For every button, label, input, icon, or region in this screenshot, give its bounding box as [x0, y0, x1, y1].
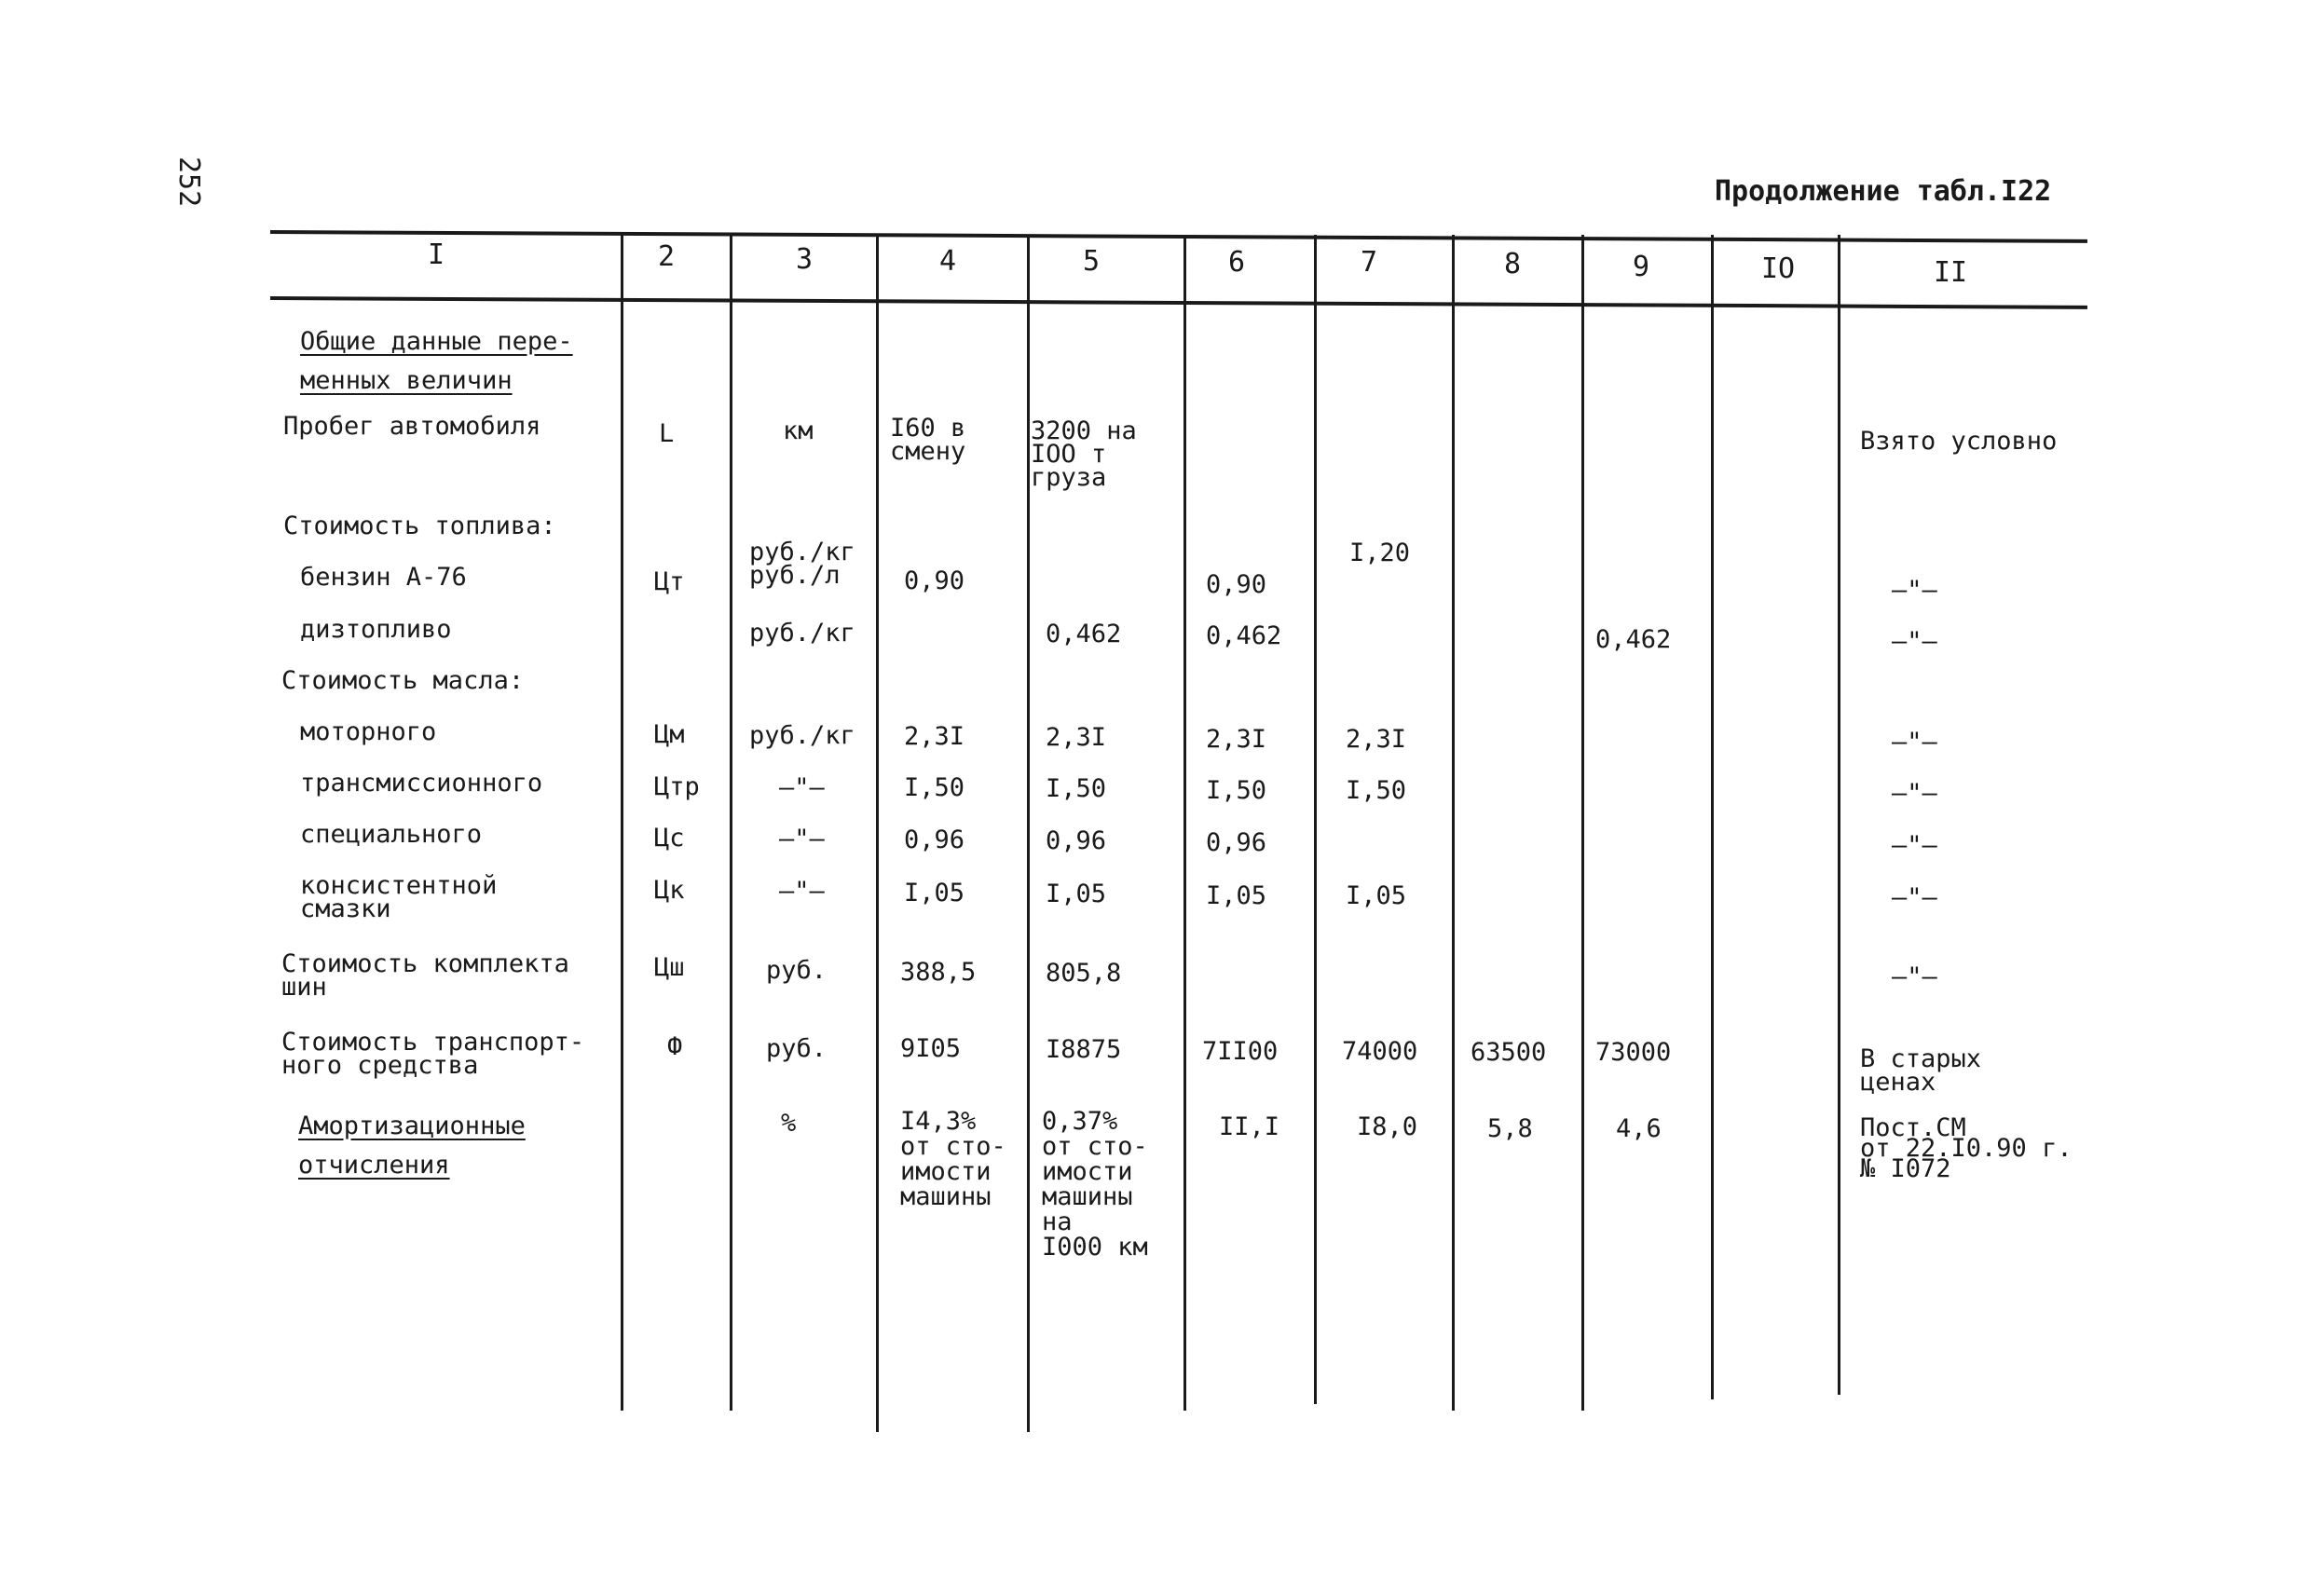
cell-symbol: Цк: [654, 876, 685, 905]
row-label: трансмиссионного: [300, 769, 543, 798]
cell-value: 0,37% от сто- имости машины на I000 км: [1042, 1107, 1148, 1262]
cell-value: I60 в смену: [890, 414, 966, 466]
cell-value: I,50: [904, 773, 965, 802]
cell-unit: –"–: [779, 773, 825, 802]
cell-value: 0,462: [1046, 620, 1122, 648]
cell-unit: руб./кг руб./л: [749, 538, 855, 590]
cell-value: I,05: [1206, 881, 1267, 910]
cell-value: I4,3% от сто- имости машины: [900, 1107, 1006, 1211]
column-divider: [1027, 235, 1030, 1432]
cell-unit: руб./кг: [749, 721, 855, 750]
cell-value: 9I05: [900, 1034, 962, 1063]
cell-value: 2,3I: [1206, 725, 1267, 754]
cell-symbol: Цм: [654, 720, 685, 749]
cell-unit: –"–: [779, 877, 825, 906]
row-label: дизтопливо: [300, 615, 452, 644]
cell-value: 805,8: [1046, 959, 1122, 988]
cell-value: I8,0: [1357, 1112, 1418, 1141]
column-header: 4: [939, 245, 957, 278]
cell-symbol: Цт: [654, 567, 685, 596]
cell-unit: руб.: [766, 956, 828, 985]
cell-value: 4,6: [1616, 1114, 1662, 1143]
page-number: 252: [172, 157, 205, 208]
cell-value: I,50: [1046, 774, 1107, 803]
cell-note: –"–: [1892, 883, 1937, 912]
cell-value: 2,3I: [1346, 725, 1407, 754]
row-label: Стоимость масла:: [281, 666, 525, 695]
table-header-rule: [270, 296, 2087, 309]
column-header: IO: [1761, 252, 1796, 285]
cell-value: 73000: [1595, 1038, 1672, 1067]
cell-value: I,05: [1346, 881, 1407, 910]
cell-unit: руб.: [766, 1034, 828, 1063]
cell-unit: км: [783, 416, 814, 445]
table-continuation-title: Продолжение табл.I22: [1715, 175, 2052, 208]
cell-value: 0,96: [1046, 826, 1107, 855]
cell-value: 7II00: [1202, 1037, 1279, 1066]
column-header: 6: [1228, 246, 1246, 279]
cell-unit: –"–: [779, 825, 825, 853]
column-divider: [730, 235, 732, 1411]
row-label: Стоимость комплекта шин: [281, 949, 569, 1002]
row-label: моторного: [300, 717, 437, 746]
cell-value: 5,8: [1487, 1114, 1533, 1143]
cell-value: 0,90: [1206, 570, 1267, 599]
cell-value: I,05: [904, 879, 965, 907]
column-header: 7: [1361, 246, 1378, 279]
cell-note: –"–: [1892, 831, 1937, 860]
column-divider: [1183, 235, 1186, 1411]
cell-note: –"–: [1892, 576, 1937, 605]
section-heading: Общие данные пере- менных величин: [300, 327, 573, 395]
cell-value: 74000: [1342, 1037, 1418, 1066]
column-divider: [1838, 235, 1840, 1395]
cell-note: Пост.СМ от 22.I0.90 г. № I072: [1860, 1113, 2073, 1183]
row-label: Стоимость транспорт- ного средства: [281, 1028, 585, 1080]
row-label: Стоимость топлива:: [283, 512, 556, 540]
cell-value: 2,3I: [904, 722, 965, 751]
column-header: I: [428, 239, 445, 271]
row-label: Пробег автомобиля: [283, 412, 541, 441]
row-label: Амортизационные отчисления: [298, 1112, 526, 1180]
cell-value: 63500: [1471, 1038, 1547, 1067]
column-header: II: [1934, 256, 1968, 289]
column-divider: [876, 235, 879, 1432]
row-label: консистентной смазки: [300, 871, 498, 923]
column-divider: [1711, 235, 1714, 1399]
cell-value: 3200 на IOO т груза: [1031, 416, 1137, 492]
cell-value: 0,90: [904, 566, 965, 595]
cell-symbol: Ф: [667, 1032, 683, 1061]
cell-note: –"–: [1892, 627, 1937, 656]
cell-value: 0,462: [1206, 621, 1282, 650]
column-divider: [1314, 235, 1317, 1404]
column-header: 5: [1083, 245, 1101, 278]
cell-value: 388,5: [900, 958, 977, 987]
table-top-rule: [270, 230, 2087, 243]
column-header: 9: [1633, 251, 1650, 283]
column-header: 8: [1504, 248, 1522, 280]
column-divider: [1581, 235, 1584, 1411]
cell-value: I,20: [1349, 539, 1411, 567]
column-divider: [1452, 235, 1455, 1411]
column-header: 3: [796, 243, 814, 276]
cell-value: 0,96: [1206, 828, 1267, 857]
row-label: специального: [300, 820, 483, 849]
cell-value: II,I: [1219, 1112, 1280, 1141]
cell-value: 0,462: [1595, 625, 1672, 654]
cell-value: 0,96: [904, 825, 965, 854]
row-label: бензин А-76: [300, 563, 467, 592]
cell-value: 2,3I: [1046, 723, 1107, 752]
cell-unit: руб./кг: [749, 619, 855, 648]
cell-value: I,50: [1346, 776, 1407, 805]
cell-symbol: Цс: [654, 824, 685, 853]
cell-value: I,05: [1046, 880, 1107, 908]
column-header: 2: [658, 240, 676, 273]
cell-note: В старых ценах: [1860, 1044, 1982, 1097]
cell-symbol: Цш: [654, 953, 685, 982]
cell-note: Взято условно: [1860, 427, 2058, 456]
cell-note: –"–: [1892, 962, 1937, 991]
cell-symbol: L: [659, 419, 675, 448]
column-divider: [621, 235, 623, 1411]
cell-value: I8875: [1046, 1035, 1122, 1064]
cell-note: –"–: [1892, 779, 1937, 808]
cell-note: –"–: [1892, 728, 1937, 757]
cell-value: I,50: [1206, 776, 1267, 805]
cell-symbol: Цтр: [654, 772, 700, 801]
cell-unit: %: [781, 1109, 797, 1138]
